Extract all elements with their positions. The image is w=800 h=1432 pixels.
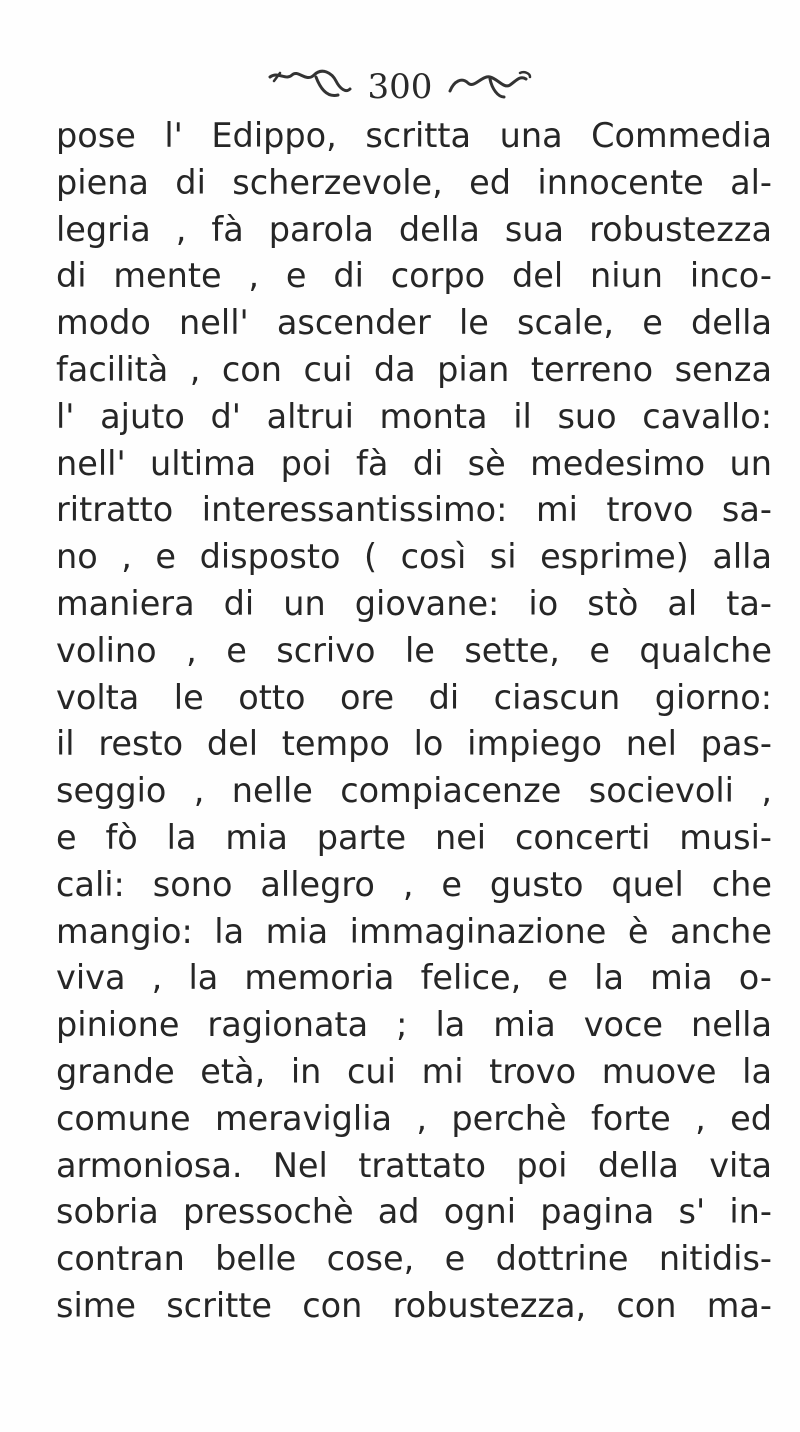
text-line: sobria pressochè ad ogni pagina s' in- xyxy=(56,1192,772,1232)
body-text xyxy=(56,113,772,1330)
text-line: comune meraviglia , perchè forte , ed xyxy=(56,1098,772,1138)
text-line: contran belle cose, e dottrine nitidis- xyxy=(56,1239,772,1279)
text-line: l' ajuto d' altrui monta il suo cavallo: xyxy=(56,396,772,436)
text-line: volta le otto ore di ciascun giorno: xyxy=(56,677,772,717)
text-line: pinione ragionata ; la mia voce nella xyxy=(56,1005,772,1045)
text-line: seggio , nelle compiacenze socievoli , xyxy=(56,771,772,811)
text-line: no , e disposto ( così si esprime) alla xyxy=(56,537,772,577)
right-ornament-icon xyxy=(446,67,534,107)
left-ornament-icon xyxy=(266,67,354,107)
text-line: armoniosa. Nel trattato poi della vita xyxy=(56,1145,772,1185)
text-line: mangio: la mia immaginazione è anche xyxy=(56,911,772,951)
text-line: grande età, in cui mi trovo muove la xyxy=(56,1051,772,1091)
text-line: il resto del tempo lo impiego nel pas- xyxy=(56,724,772,764)
text-line: ritratto interessantissimo: mi trovo sa- xyxy=(56,490,772,530)
text-line: cali: sono allegro , e gusto quel che xyxy=(56,864,772,904)
text-line: e fò la mia parte nei concerti musi- xyxy=(56,817,772,857)
text-line: sime scritte con robustezza, con ma- xyxy=(56,1285,772,1325)
text-line: viva , la memoria felice, e la mia o- xyxy=(56,958,772,998)
page-header xyxy=(0,62,800,112)
text-line: piena di scherzevole, ed innocente al- xyxy=(56,162,772,202)
text-line: volino , e scrivo le sette, e qualche xyxy=(56,630,772,670)
page-number: 300 xyxy=(367,67,433,107)
text-line: nell' ultima poi fà di sè medesimo un xyxy=(56,443,772,483)
text-line: modo nell' ascender le scale, e della xyxy=(56,303,772,343)
text-line: di mente , e di corpo del niun inco- xyxy=(56,256,772,296)
text-line: legria , fà parola della sua robustezza xyxy=(56,209,772,249)
text-line: facilità , con cui da pian terreno senza xyxy=(56,349,772,389)
text-line: maniera di un giovane: io stò al ta- xyxy=(56,583,772,623)
text-line: pose l' Edippo, scritta una Commedia xyxy=(56,116,772,155)
